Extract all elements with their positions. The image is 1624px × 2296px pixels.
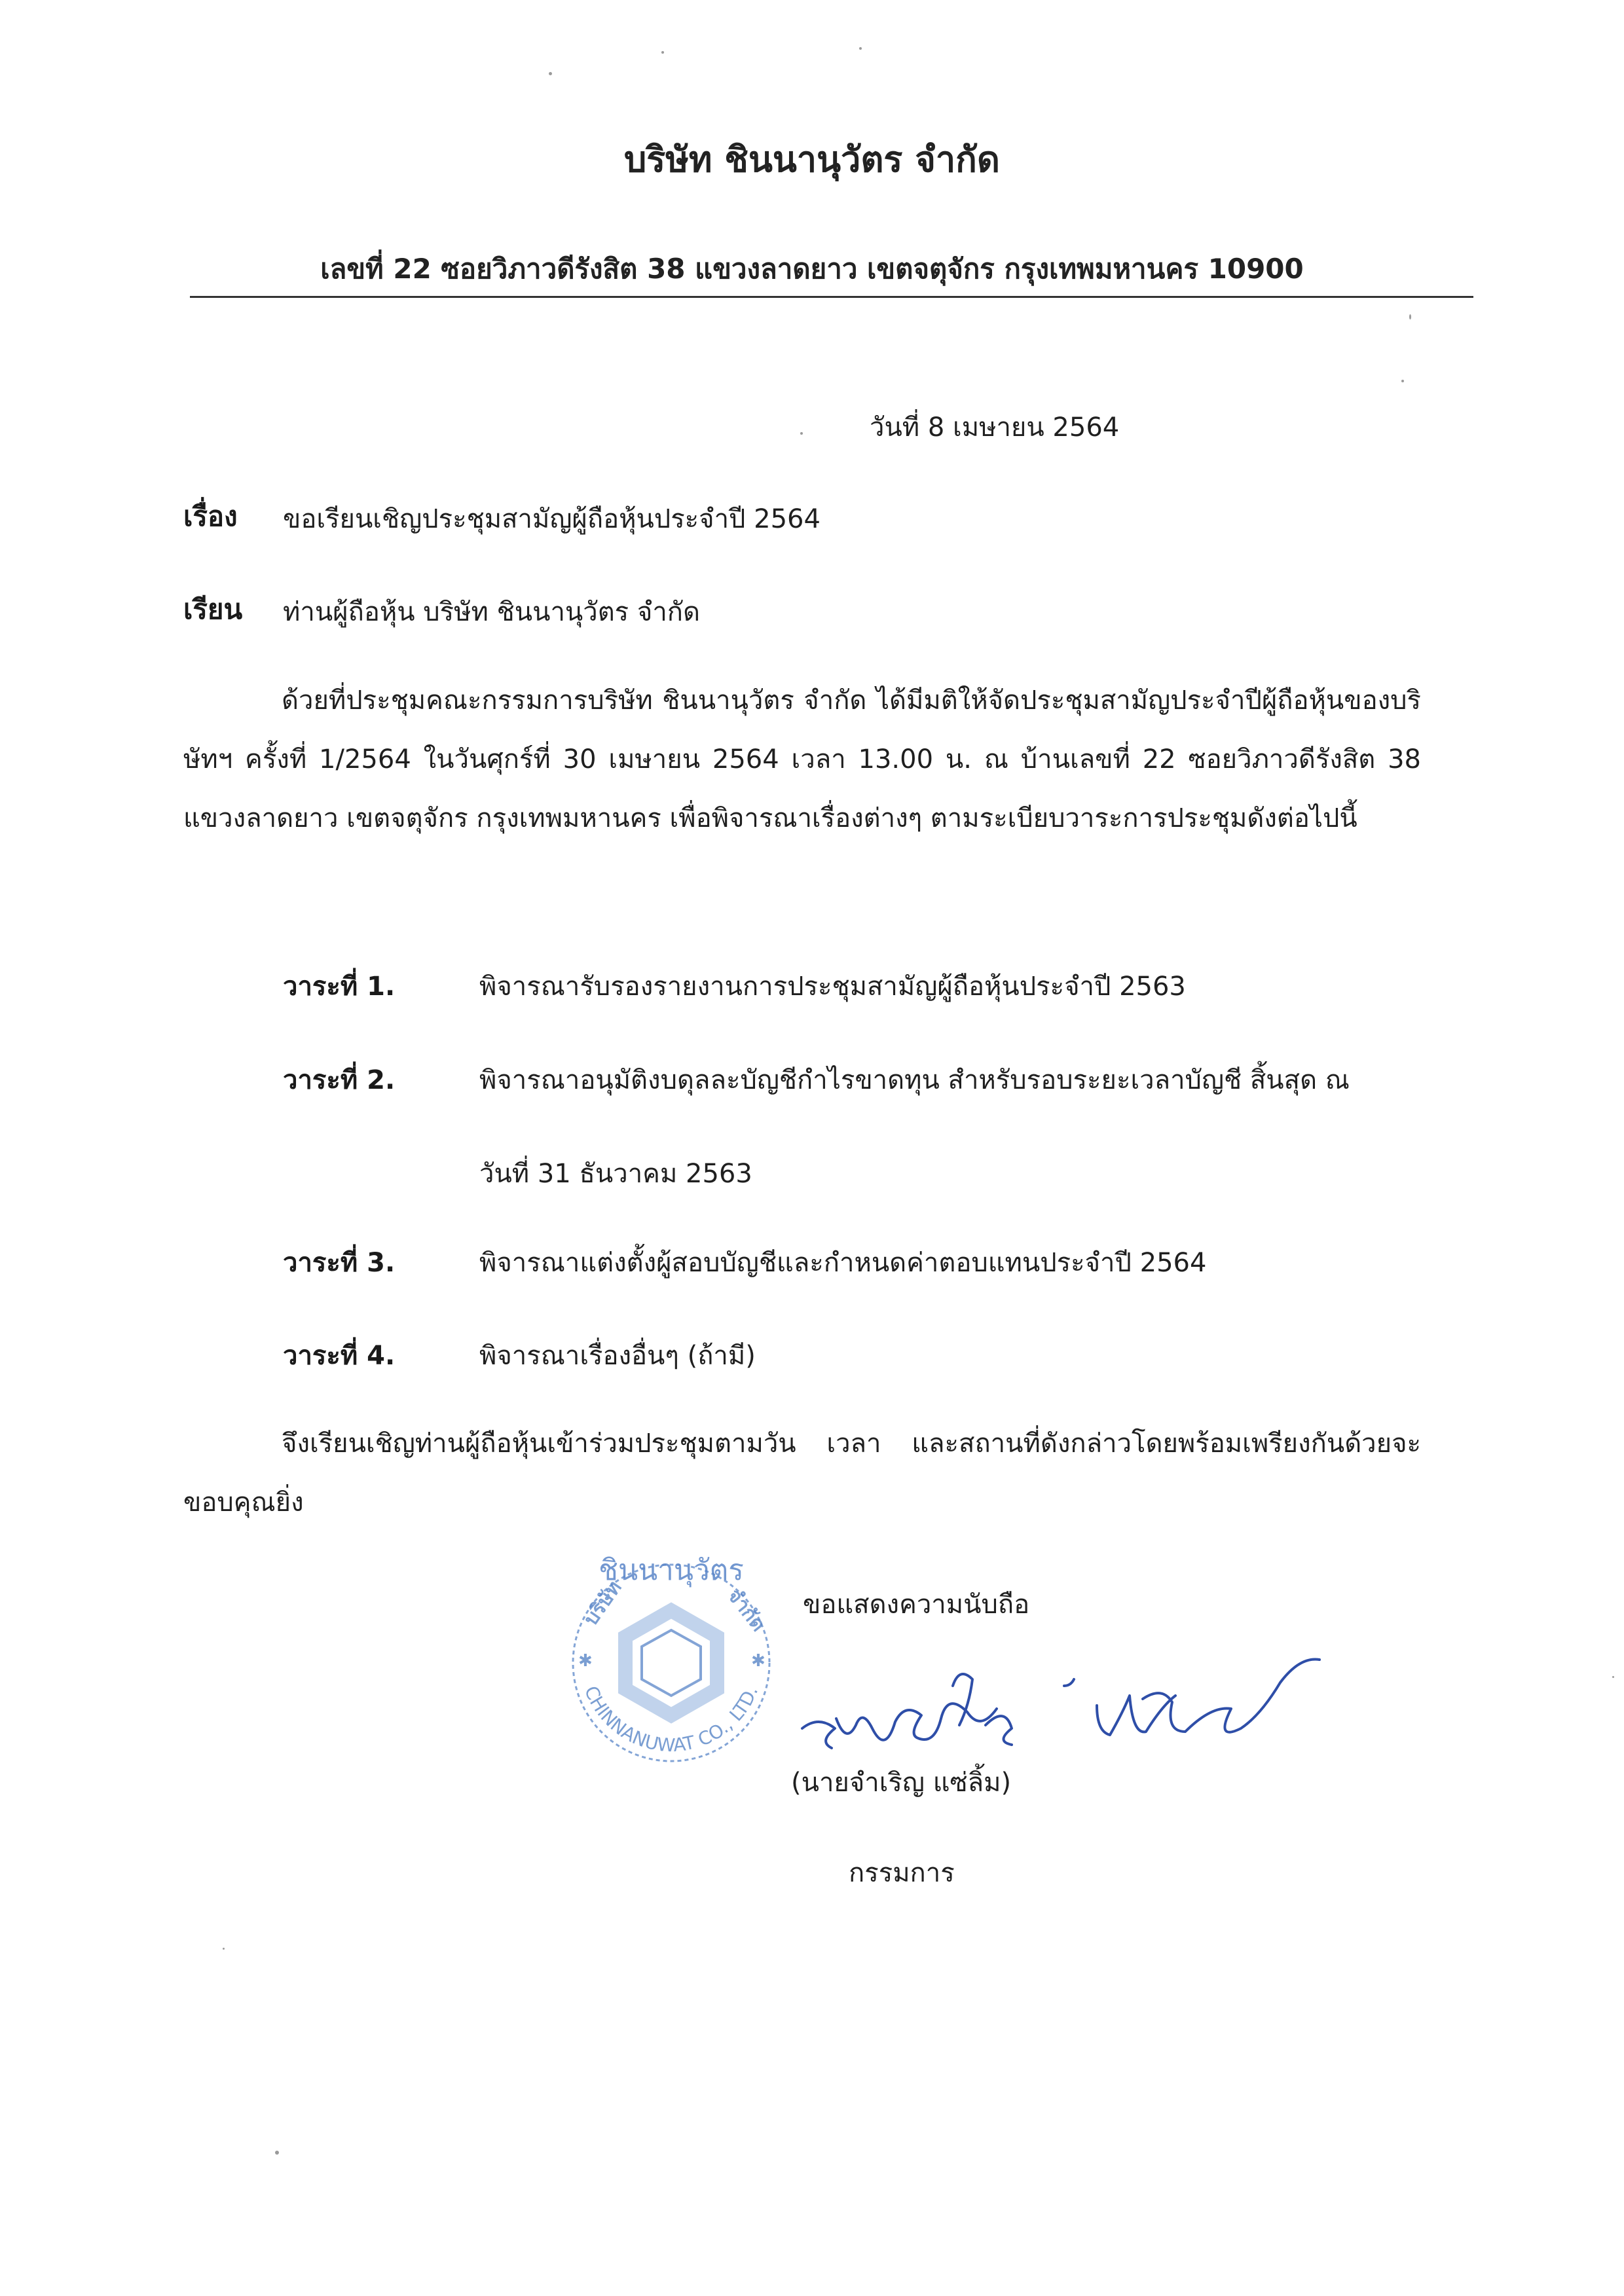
agenda-item-2-text: พิจารณาอนุมัติงบดุลละบัญชีกำไรขาดทุน สำหรับรอบระยะเวลาบัญชี สิ้นสุด ณ <box>479 1065 1350 1095</box>
seal-star-right: ✱ <box>751 1651 766 1671</box>
subject-label: เรื่อง <box>183 500 238 532</box>
scan-speck <box>223 1948 225 1950</box>
recipient-label: เรียน <box>183 593 243 625</box>
closing-paragraph-text: จึงเรียนเชิญท่านผู้ถือหุ้นเข้าร่วมประชุมตามวัน เวลา และสถานที่ดังกล่าวโดยพร้อมเพรียงกันด้วยจะขอบคุณยิ่ง <box>183 1429 1421 1518</box>
company-name: บริษัท ชินนานุวัตร จำกัด <box>624 139 1000 180</box>
scan-speck <box>1612 1676 1614 1678</box>
seal-top-text: ชินนานุวัตร <box>599 1554 744 1587</box>
recipient-text: ท่านผู้ถือหุ้น บริษัท ชินนานุวัตร จำกัด <box>283 597 700 627</box>
scan-speck <box>275 2151 279 2155</box>
subject-text: ขอเรียนเชิญประชุมสามัญผู้ถือหุ้นประจำปี 2564 <box>283 504 821 534</box>
agenda-item-3-text: พิจารณาแต่งตั้งผู้สอบบัญชีและกำหนดค่าตอบแทนประจำปี 2564 <box>479 1248 1207 1278</box>
company-address: เลขที่ 22 ซอยวิภาวดีรังสิต 38 แขวงลาดยาว เขตจตุจักร กรุงเทพมหานคร 10900 <box>320 253 1304 285</box>
scan-speck <box>859 47 862 50</box>
agenda-item-1-text: พิจารณารับรองรายงานการประชุมสามัญผู้ถือหุ้นประจำปี 2563 <box>479 972 1186 1002</box>
agenda-item-3-label: วาระที่ 3. <box>283 1248 396 1278</box>
scan-speck <box>1409 314 1411 319</box>
scan-speck <box>549 72 552 75</box>
agenda-item-2-text-continued: วันที่ 31 ธันวาคม 2563 <box>479 1159 752 1189</box>
company-seal-stamp <box>560 1548 783 1764</box>
seal-star-left: ✱ <box>578 1651 593 1671</box>
seal-right-text: จำกัด <box>722 1584 770 1636</box>
signer-title: กรรมการ <box>849 1858 955 1888</box>
agenda-item-2-label: วาระที่ 2. <box>283 1065 396 1095</box>
intro-paragraph-text: ด้วยที่ประชุมคณะกรรมการบริษัท ชินนานุวัตร จำกัด ได้มีมติให้จัดประชุมสามัญประจำปีผู้ถือหุ้นของบริษัทฯ ครั้งที่ 1/2564 ในวันศุกร์ที่ 30 เมษายน 2564 เวลา 13.00 น. ณ บ้านเลขที่ 22 ซอยวิภาวดีรังสิต 38 แขวงลาดยาว เขตจตุจักร กรุงเทพมหานคร เพื่อพิจารณาเรื่องต่างๆ ตามระเบียบวาระการประชุมดังต่อไปนี้ <box>183 685 1421 833</box>
scan-speck <box>1401 380 1404 382</box>
letter-date: วันที่ 8 เมษายน 2564 <box>870 412 1120 443</box>
agenda-item-4-text: พิจารณาเรื่องอื่นๆ (ถ้ามี) <box>479 1341 756 1371</box>
intro-paragraph <box>183 671 1421 848</box>
signoff-salutation: ขอแสดงความนับถือ <box>803 1590 1030 1620</box>
scan-speck <box>800 432 803 435</box>
seal-bottom-text: CHINNANUWAT CO., LTD. <box>580 1683 763 1757</box>
closing-paragraph <box>183 1414 1421 1532</box>
agenda-item-4-label: วาระที่ 4. <box>283 1341 396 1371</box>
agenda-item-1-label: วาระที่ 1. <box>283 972 396 1002</box>
seal-left-text: บริษัท <box>579 1576 627 1630</box>
scan-speck <box>661 51 664 54</box>
letterhead-divider <box>190 296 1473 298</box>
signer-name: (นายจำเริญ แซ่ลิ้ม) <box>791 1768 1012 1798</box>
